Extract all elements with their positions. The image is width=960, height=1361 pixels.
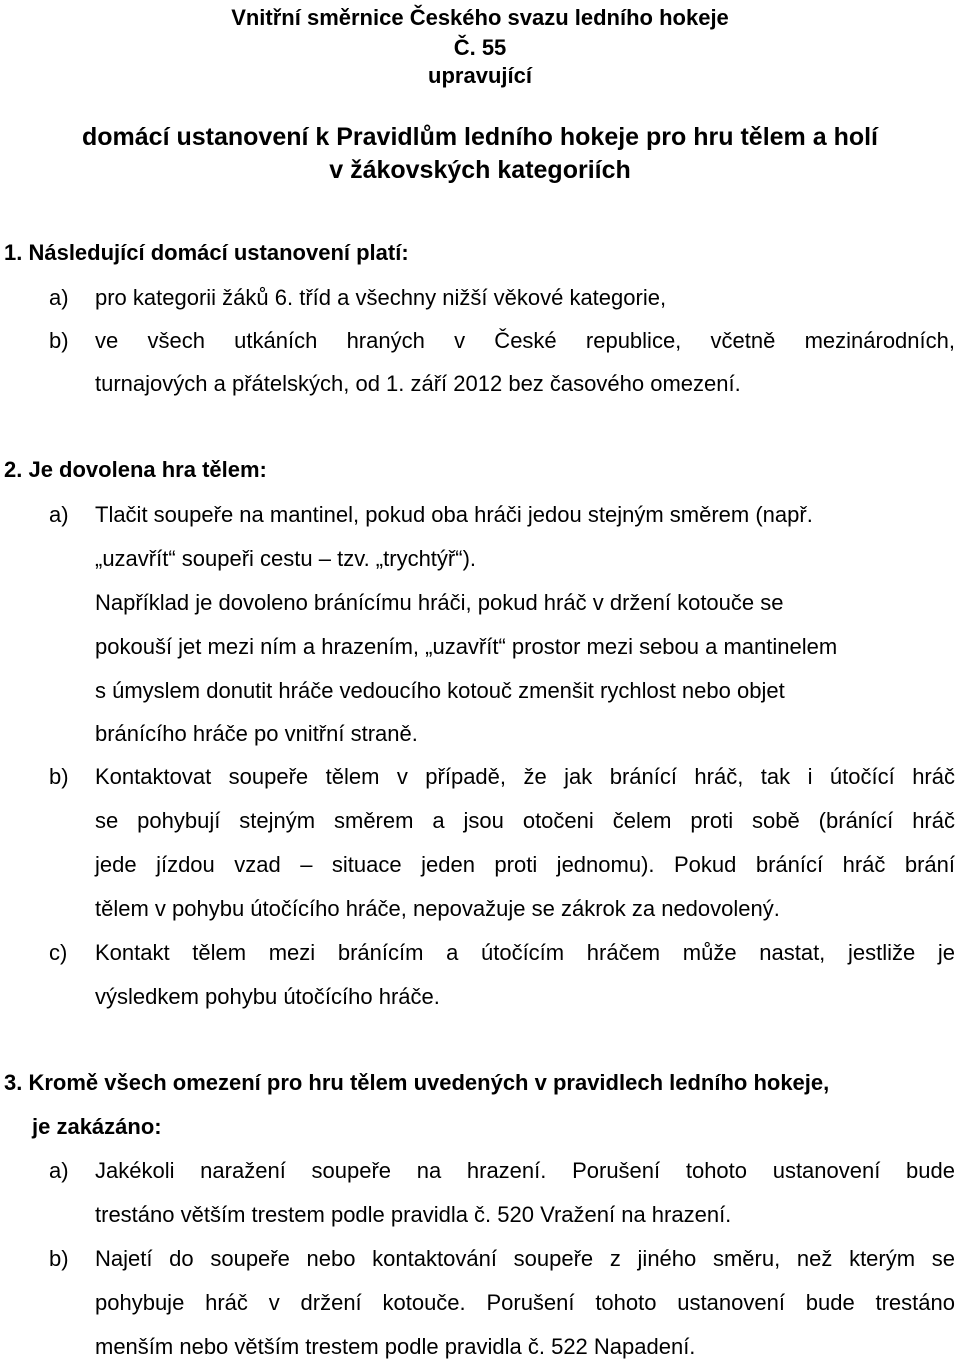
document-title-suffix: upravující	[428, 63, 532, 88]
list-item-line: pokouší jet mezi ním a hrazením, „uzavřít“ prostor mezi sebou a mantinelem	[95, 634, 838, 659]
list-item-line: výsledkem pohybu útočícího hráče.	[95, 984, 440, 1009]
list-item-line: bránícího hráče po vnitřní straně.	[95, 721, 418, 746]
list-item-line: Tlačit soupeře na mantinel, pokud oba hráči jedou stejným směrem (např.	[95, 502, 813, 527]
document-number: Č. 55	[453, 35, 507, 60]
section-3-heading: 3. Kromě všech omezení pro hru tělem uvedených v pravidlech ledního hokeje,	[4, 1070, 830, 1095]
document-subtitle-line-1: domácí ustanovení k Pravidlům ledního hokeje pro hru tělem a holí	[82, 123, 878, 151]
list-item-line: turnajových a přátelských, od 1. září 2012 bez časového omezení.	[95, 371, 741, 396]
list-item-line: tělem v pohybu útočícího hráče, nepovažuje se zákrok za nedovolený.	[95, 896, 780, 921]
list-marker: c)	[49, 940, 68, 965]
list-marker: a)	[49, 1158, 69, 1183]
list-item-line: Kontaktovat soupeře tělem v případě, že jak bránící hráč, tak i útočící hráč	[95, 764, 955, 789]
list-item-line: pohybuje hráč v držení kotouče. Porušení tohoto ustanovení bude trestáno	[95, 1290, 955, 1315]
section-1-heading: 1. Následující domácí ustanovení platí:	[4, 240, 409, 265]
list-marker: b)	[49, 328, 69, 353]
list-item-line: Jakékoli naražení soupeře na hrazení. Porušení tohoto ustanovení bude	[95, 1158, 955, 1183]
list-item-line: trestáno větším trestem podle pravidla č. 520 Vražení na hrazení.	[95, 1202, 732, 1227]
list-item-line: pro kategorii žáků 6. tříd a všechny nižší věkové kategorie,	[95, 285, 667, 310]
section-3-heading-continued: je zakázáno:	[32, 1114, 162, 1139]
section-2-heading: 2. Je dovolena hra tělem:	[4, 457, 267, 482]
document-subtitle-line-2: v žákovských kategoriích	[329, 156, 631, 184]
list-item-line: s úmyslem donutit hráče vedoucího kotouč zmenšit rychlost nebo objet	[95, 678, 785, 703]
list-item-line: jede jízdou vzad – situace jeden proti jednomu). Pokud bránící hráč brání	[95, 852, 955, 877]
list-marker: a)	[49, 285, 69, 310]
list-item-line: „uzavřít“ soupeři cestu – tzv. „trychtýř“).	[95, 546, 477, 571]
document-title: Vnitřní směrnice Českého svazu ledního hokeje	[231, 5, 729, 30]
list-marker: a)	[49, 502, 69, 527]
list-item-line: Kontakt tělem mezi bránícím a útočícím hráčem může nastat, jestliže je	[95, 940, 955, 965]
list-marker: b)	[49, 764, 69, 789]
list-item-line: Například je dovoleno bránícímu hráči, pokud hráč v držení kotouče se	[95, 590, 784, 615]
list-marker: b)	[49, 1246, 69, 1271]
list-item-line: Najetí do soupeře nebo kontaktování soupeře z jiného směru, než kterým se	[95, 1246, 955, 1271]
list-item-line: ve všech utkáních hraných v České republice, včetně mezinárodních,	[95, 328, 955, 353]
list-item-line: se pohybují stejným směrem a jsou otočeni čelem proti sobě (bránící hráč	[95, 808, 955, 833]
list-item-line: menším nebo větším trestem podle pravidla č. 522 Napadení.	[95, 1334, 696, 1359]
